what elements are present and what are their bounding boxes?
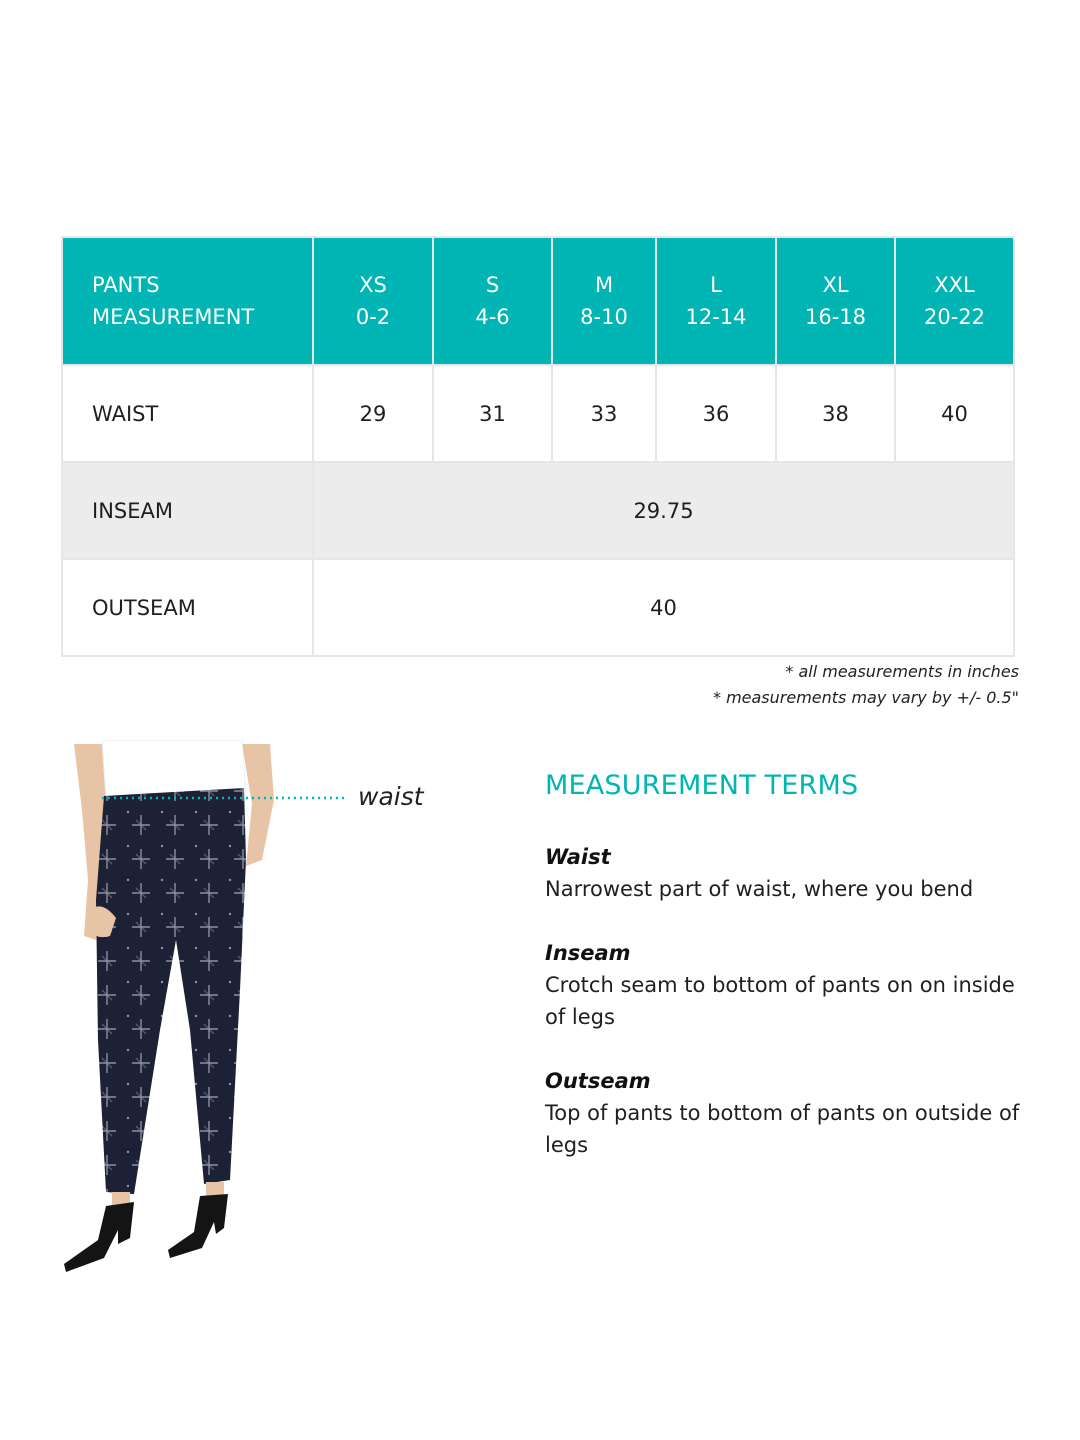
term-name: Outseam <box>545 1069 651 1093</box>
note-line: * measurements may vary by +/- 0.5" <box>712 688 1019 707</box>
size-range: 8-10 <box>580 305 628 329</box>
waist-value: 31 <box>433 365 552 462</box>
size-range: 20-22 <box>923 305 986 329</box>
size-name: L <box>710 273 722 297</box>
term-definition: Narrowest part of waist, where you bend <box>545 877 974 901</box>
term-waist <box>545 841 1035 905</box>
row-label: OUTSEAM <box>62 559 313 656</box>
pants-model-illustration <box>56 740 456 1280</box>
size-range: 4-6 <box>475 305 510 329</box>
size-name: XL <box>822 273 849 297</box>
waist-value: 40 <box>895 365 1014 462</box>
term-definition: Crotch seam to bottom of pants on on inside of legs <box>545 973 1015 1029</box>
measurement-terms-panel <box>545 770 1035 1193</box>
waist-value: 36 <box>656 365 776 462</box>
outseam-value: 40 <box>313 559 1014 656</box>
waist-value: 29 <box>313 365 433 462</box>
term-name: Inseam <box>545 941 631 965</box>
size-header-s <box>433 237 552 365</box>
size-range: 12-14 <box>685 305 747 329</box>
waist-callout-label: waist <box>358 782 424 811</box>
term-name: Waist <box>545 845 611 869</box>
inseam-value: 29.75 <box>313 462 1014 559</box>
note-line: * all measurements in inches <box>785 662 1019 681</box>
measurement-notes <box>713 659 1019 711</box>
row-label: WAIST <box>62 365 313 462</box>
size-name: S <box>485 273 500 297</box>
size-name: M <box>594 273 614 297</box>
header-row <box>62 237 1014 365</box>
inseam-row <box>62 462 1014 559</box>
waist-row <box>62 365 1014 462</box>
right-shoe <box>168 1194 228 1258</box>
outseam-row <box>62 559 1014 656</box>
term-outseam <box>545 1065 1035 1161</box>
term-inseam <box>545 937 1035 1033</box>
pants <box>96 788 246 1194</box>
size-header-xs <box>313 237 433 365</box>
size-name: XXL <box>934 273 975 297</box>
size-header-xl <box>776 237 895 365</box>
size-range: 16-18 <box>804 305 867 329</box>
right-arm <box>242 744 274 866</box>
size-range: 0-2 <box>355 305 391 329</box>
size-header-xxl <box>895 237 1014 365</box>
waist-value: 33 <box>552 365 656 462</box>
header-label-line: PANTS <box>92 273 160 297</box>
header-label-cell <box>62 237 313 365</box>
terms-title: MEASUREMENT TERMS <box>545 770 859 801</box>
size-header-m <box>552 237 656 365</box>
left-shoe <box>64 1202 134 1272</box>
row-label: INSEAM <box>62 462 313 559</box>
size-chart-table <box>61 236 1015 657</box>
waist-value: 38 <box>776 365 895 462</box>
size-header-l <box>656 237 776 365</box>
header-label-line: MEASUREMENT <box>92 305 255 329</box>
term-definition: Top of pants to bottom of pants on outside of legs <box>545 1101 1020 1157</box>
size-name: XS <box>359 273 387 297</box>
